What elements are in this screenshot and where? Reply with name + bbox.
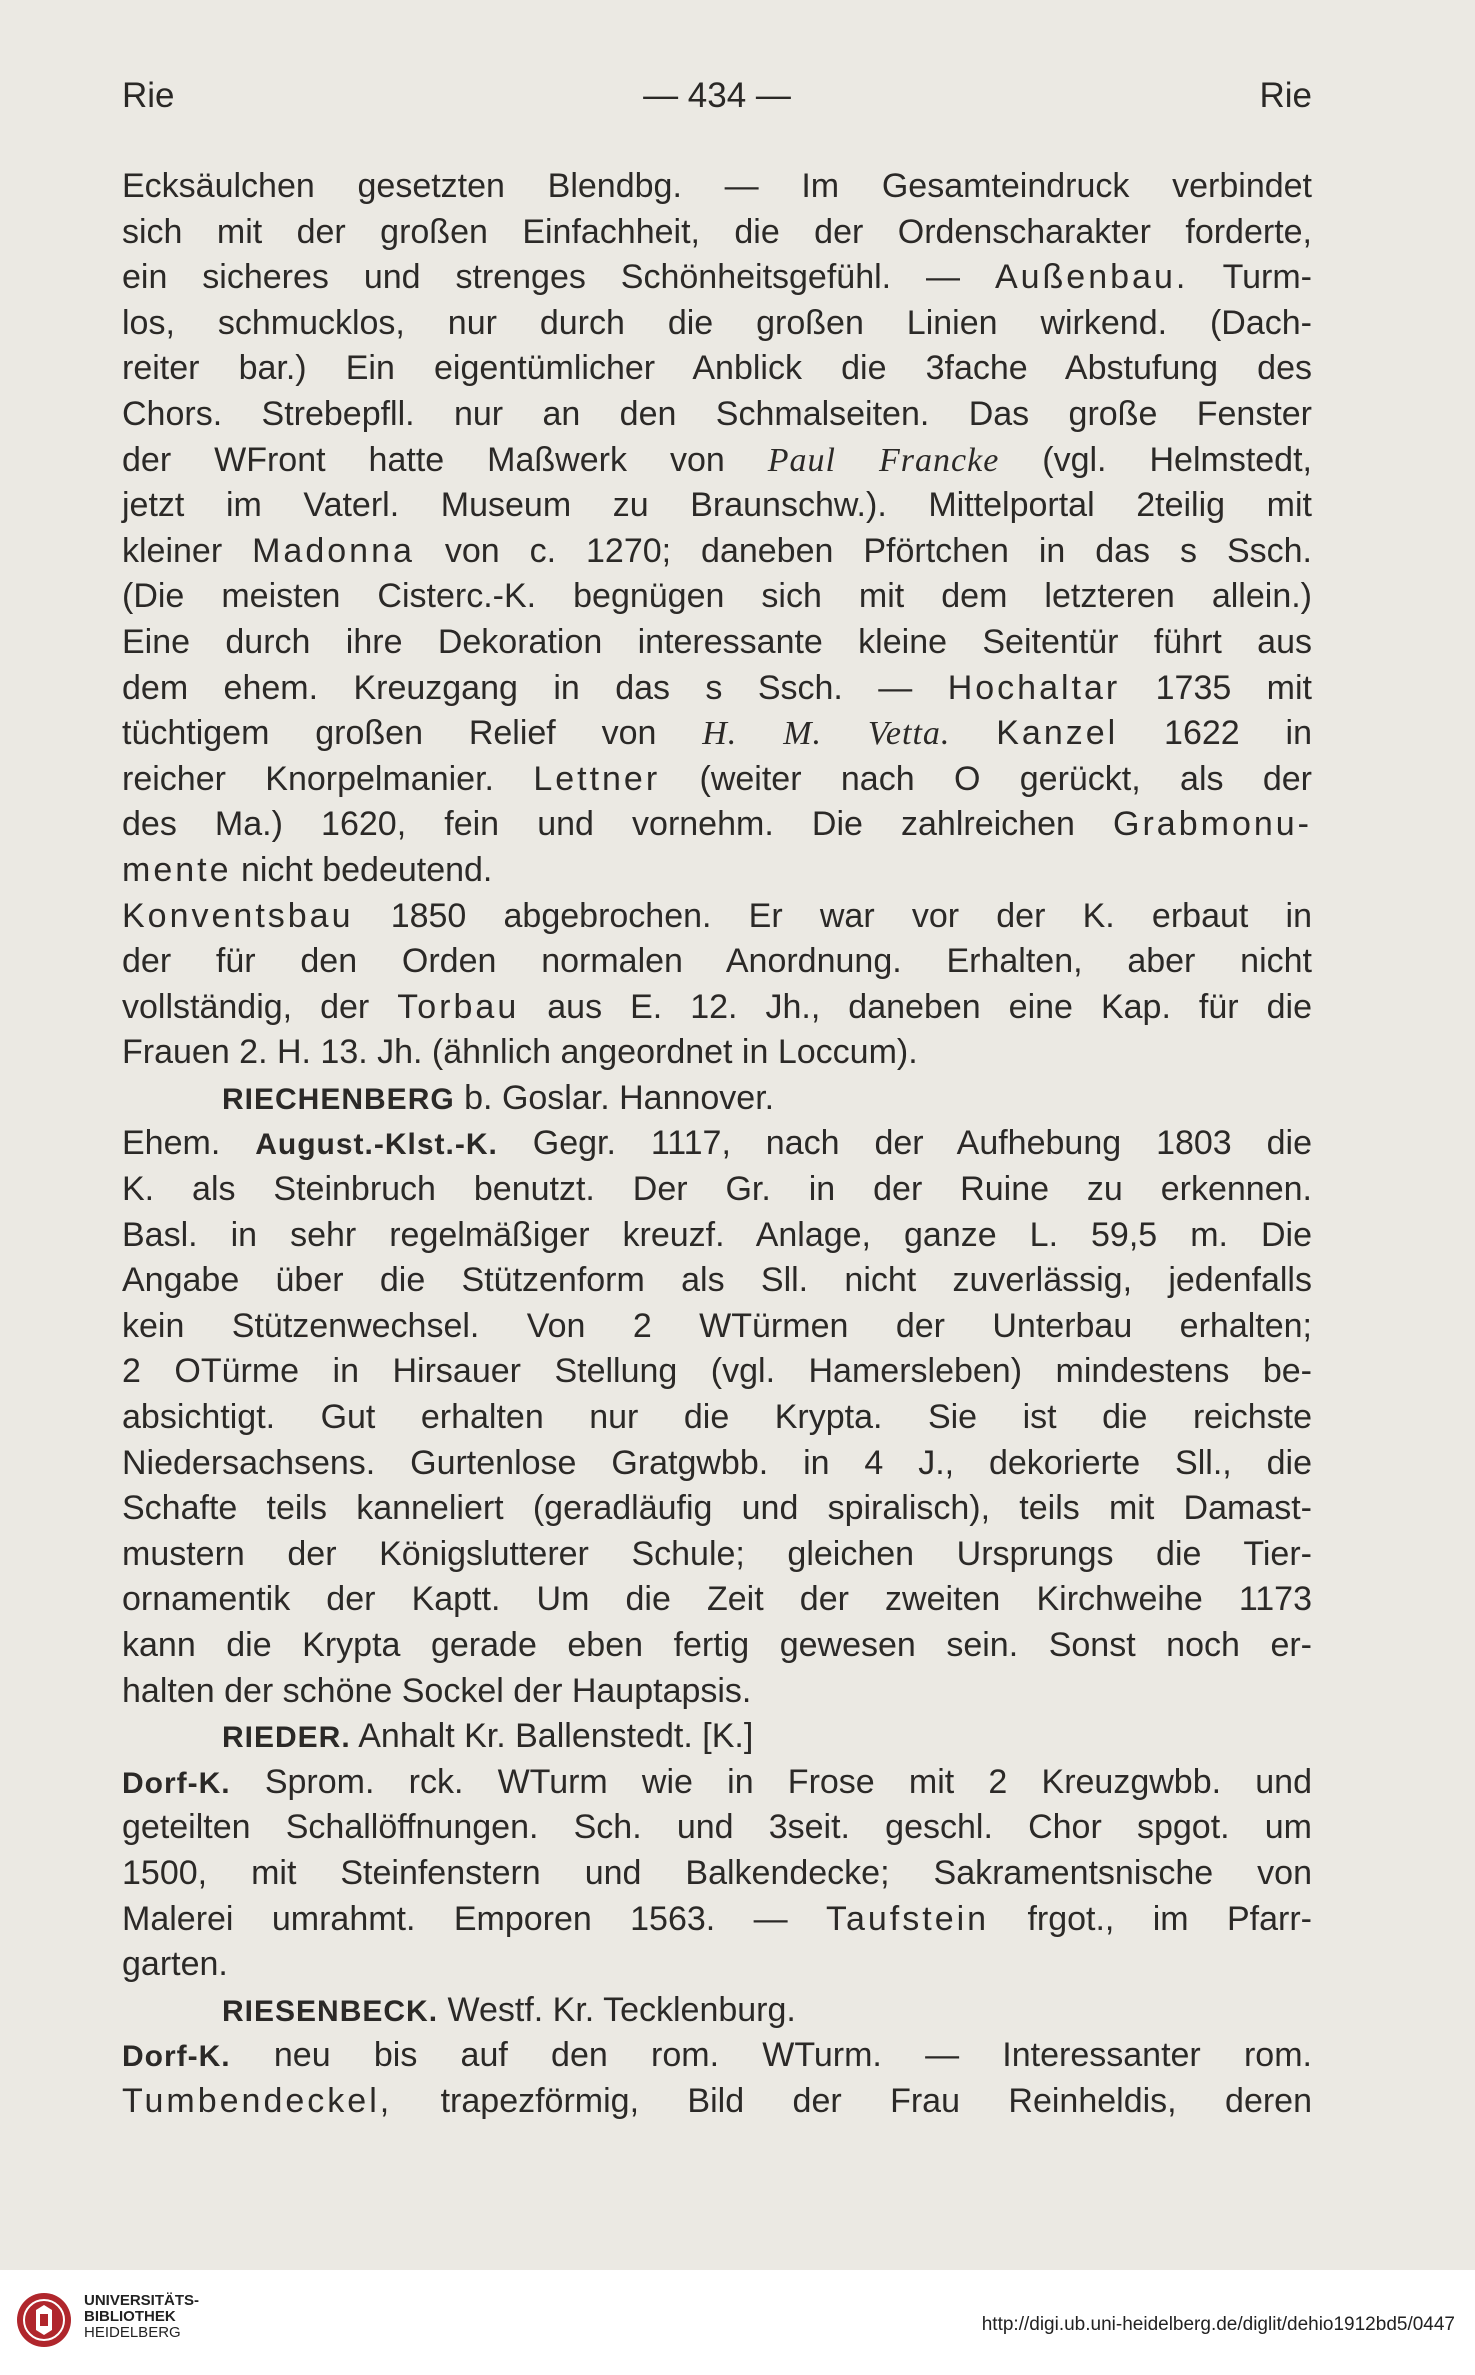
artist-name: Paul Francke: [767, 441, 1000, 479]
text-line: [122, 438, 1312, 484]
text-line: [122, 1942, 1312, 1988]
text-line: [122, 848, 1312, 894]
page-number: — 434 —: [643, 76, 791, 115]
text-line: [122, 1532, 1312, 1578]
text-span: kein Stützenwechsel. Von 2 WTürmen der Unterbau erhalten;: [122, 1306, 1312, 1345]
institution-line: BIBLIOTHEK: [84, 2308, 176, 2325]
text-span: ein sicheres und strenges Schönheitsgefühl. —: [122, 258, 995, 297]
text-span: Niedersachsens. Gurtenlose Gratgwbb. in 4 J., dekorierte Sll., die: [122, 1443, 1312, 1482]
text-span: [950, 714, 996, 752]
text-line: [122, 1897, 1312, 1943]
text-line: [122, 1577, 1312, 1623]
text-span: los, schmucklos, nur durch die großen Linien wirkend. (Dach-: [122, 303, 1312, 342]
spaced-term: Kanzel: [996, 714, 1119, 753]
place-name: RIESENBECK.: [222, 1994, 439, 2028]
text-line: [122, 1030, 1312, 1076]
text-line: [122, 301, 1312, 347]
text-line: [122, 1213, 1312, 1259]
text-line: [122, 255, 1312, 301]
text-line: [122, 985, 1312, 1031]
entry-heading: [122, 1076, 1312, 1122]
text-span: jetzt im Vaterl. Museum zu Braunschw.). Mittelportal 2teilig mit: [122, 486, 1312, 525]
text-span: garten.: [122, 1945, 228, 1984]
text-span: kann die Krypta gerade eben fertig gewesen sein. Sonst noch er-: [122, 1626, 1312, 1664]
text-span: (Die meisten Cisterc.-K. begnügen sich mit dem letzteren allein.): [122, 577, 1312, 616]
text-span: 1622 in: [1118, 714, 1312, 753]
text-line: [122, 1805, 1312, 1851]
text-span: kleiner: [122, 531, 253, 570]
text-span: Basl. in sehr regelmäßiger kreuzf. Anlage, ganze L. 59,5 m. Die: [122, 1215, 1312, 1254]
entry-heading: [122, 1988, 1312, 2034]
text-span: frgot., im Pfarr-: [989, 1899, 1313, 1938]
text-line: [122, 574, 1312, 620]
text-span: vollständig, der: [122, 987, 398, 1026]
institution-line: HEIDELBERG: [84, 2324, 181, 2341]
place-location: b. Goslar. Hannover.: [454, 1078, 775, 1117]
text-span: Malerei umrahmt. Emporen 1563. —: [122, 1899, 826, 1938]
text-line: [122, 1851, 1312, 1897]
text-span: nicht bedeutend.: [231, 850, 493, 889]
institution-name: [84, 2293, 199, 2341]
spaced-term: mente: [122, 850, 232, 889]
text-span: der für den Orden normalen Anordnung. Erhalten, aber nicht: [122, 942, 1312, 981]
text-line: [122, 757, 1312, 803]
text-line: [122, 2079, 1312, 2125]
text-span: 2 OTürme in Hirsauer Stellung (vgl. Hamersleben) mindestens be-: [122, 1352, 1312, 1391]
text-span: ornamentik der Kaptt. Um die Zeit der zweiten Kirchweihe 1173: [122, 1580, 1312, 1619]
text-span: 1850 abgebrochen. Er war vor der K. erbaut in: [353, 896, 1312, 935]
running-head-right: Rie: [1259, 76, 1312, 115]
text-span: dem ehem. Kreuzgang in das s Ssch. —: [122, 668, 948, 707]
spaced-term: Tumbendeckel,: [122, 2081, 393, 2120]
spaced-term: Grabmonu-: [1113, 805, 1312, 844]
text-line: [122, 1760, 1312, 1806]
text-line: [122, 164, 1312, 210]
text-line: [122, 1441, 1312, 1487]
text-line: [122, 2033, 1312, 2079]
text-span: 1500, mit Steinfenstern und Balkendecke; Sakramentsnische von: [122, 1853, 1312, 1892]
text-line: [122, 1669, 1312, 1715]
running-head-left: Rie: [122, 76, 175, 115]
text-span: geteilten Schallöffnungen. Sch. und 3seit. geschl. Chor spgot. um: [122, 1808, 1312, 1847]
text-span: Ecksäulchen gesetzten Blendbg. — Im Gesamteindruck verbindet: [122, 167, 1312, 205]
text-span: tüchtigem großen Relief von: [122, 714, 703, 753]
text-span: mustern der Königslutterer Schule; gleichen Ursprungs die Tier-: [122, 1534, 1312, 1573]
text-line: [122, 210, 1312, 256]
text-line: [122, 666, 1312, 712]
text-span: Gegr. 1117, nach der Aufhebung 1803 die: [497, 1124, 1312, 1163]
text-span: (vgl. Helmstedt,: [999, 440, 1312, 479]
source-url[interactable]: http://digi.ub.uni-heidelberg.de/diglit/dehio1912bd5/0447: [981, 2314, 1455, 2335]
entry-heading: [122, 1714, 1312, 1760]
text-line: [122, 529, 1312, 575]
text-line: [122, 1623, 1312, 1669]
text-line: [122, 483, 1312, 529]
text-span: der WFront hatte Maßwerk von: [122, 440, 768, 479]
text-line: [122, 1395, 1312, 1441]
place-name: RIECHENBERG: [222, 1082, 455, 1116]
spaced-term: Madonna: [252, 531, 415, 570]
artist-name: H. M. Vetta.: [702, 715, 951, 753]
spaced-term: Außenbau.: [994, 258, 1189, 297]
text-span: sich mit der großen Einfachheit, die der Ordenscharakter forderte,: [122, 212, 1312, 251]
text-span: Ehem.: [122, 1124, 256, 1163]
building-type: Dorf-K.: [122, 2040, 231, 2074]
spaced-term: Torbau: [397, 987, 520, 1026]
place-name: RIEDER.: [222, 1721, 351, 1755]
text-line: [122, 620, 1312, 666]
building-type: Dorf-K.: [122, 1766, 231, 1800]
text-line: [122, 1167, 1312, 1213]
text-span: Turm-: [1188, 258, 1313, 297]
text-span: Schafte teils kanneliert (geradläufig und spiralisch), teils mit Damast-: [122, 1489, 1312, 1528]
text-span: reicher Knorpelmanier.: [122, 759, 534, 798]
spaced-term: Hochaltar: [947, 668, 1121, 707]
spaced-term: Konventsbau: [122, 896, 354, 935]
building-type: August.-Klst.-K.: [255, 1128, 498, 1162]
place-location: Anhalt Kr. Ballenstedt. [K.]: [350, 1717, 754, 1756]
text-span: Sprom. rck. WTurm wie in Frose mit 2 Kreuzgwbb. und: [230, 1762, 1312, 1801]
text-line: [122, 1486, 1312, 1532]
text-span: von c. 1270; daneben Pförtchen in das s Ssch.: [414, 531, 1312, 570]
text-line: [122, 802, 1312, 848]
place-location: Westf. Kr. Tecklenburg.: [438, 1990, 796, 2029]
text-line: [122, 1304, 1312, 1350]
text-span: 1735 mit: [1120, 668, 1312, 707]
text-span: des Ma.) 1620, fein und vornehm. Die zahlreichen: [122, 805, 1114, 844]
text-line: [122, 711, 1312, 757]
text-line: [122, 1258, 1312, 1304]
text-span: Frauen 2. H. 13. Jh. (ähnlich angeordnet in Loccum).: [122, 1033, 918, 1072]
text-line: [122, 346, 1312, 392]
text-line: [122, 894, 1312, 940]
text-span: reiter bar.) Ein eigentümlicher Anblick die 3fache Abstufung des: [122, 349, 1312, 388]
running-head: [122, 76, 1312, 136]
university-seal-icon: [14, 2290, 74, 2350]
text-span: halten der schöne Sockel der Hauptapsis.: [122, 1671, 752, 1710]
text-line: [122, 1349, 1312, 1395]
text-span: Eine durch ihre Dekoration interessante kleine Seitentür führt aus: [122, 622, 1312, 661]
body-text: [122, 164, 1312, 2125]
text-span: neu bis auf den rom. WTurm. — Interessanter rom.: [230, 2036, 1312, 2075]
text-span: Angabe über die Stützenform als Sll. nicht zuverlässig, jedenfalls: [122, 1261, 1312, 1300]
text-span: K. als Steinbruch benutzt. Der Gr. in der Ruine zu erkennen.: [122, 1170, 1312, 1209]
text-span: Chors. Strebepfll. nur an den Schmalseiten. Das große Fenster: [122, 394, 1312, 433]
text-span: aus E. 12. Jh., daneben eine Kap. für die: [519, 987, 1312, 1026]
text-span: trapezförmig, Bild der Frau Reinheldis, deren: [392, 2081, 1312, 2120]
text-line: [122, 939, 1312, 985]
spaced-term: Lettner: [533, 759, 661, 798]
institution-line: UNIVERSITÄTS-: [84, 2292, 200, 2309]
text-span: absichtigt. Gut erhalten nur die Krypta. Sie ist die reichste: [122, 1398, 1312, 1437]
text-line: [122, 392, 1312, 438]
spaced-term: Taufstein: [825, 1899, 990, 1938]
text-span: (weiter nach O gerückt, als der: [660, 759, 1312, 798]
text-line: [122, 1121, 1312, 1167]
